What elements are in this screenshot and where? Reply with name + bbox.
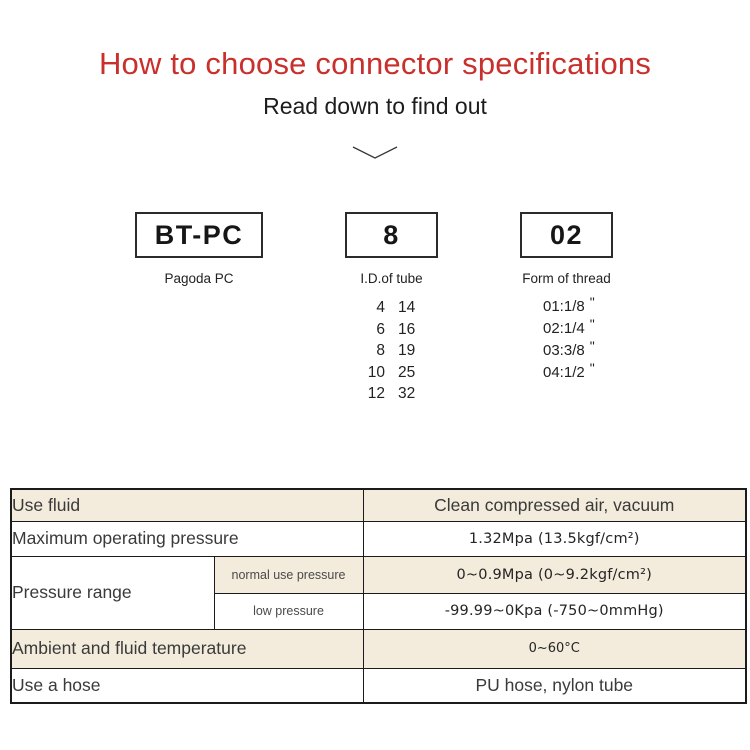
thread-option-label: 01:1/8 <box>543 298 585 315</box>
tube-od-value: 14 <box>398 299 416 316</box>
thread-option <box>543 361 595 383</box>
inch-mark: " <box>589 294 595 310</box>
sub-row-value-cell: 0~0.9Mpa (0~9.2kgf/cm²) <box>363 556 746 593</box>
code-box-tube-id <box>345 212 438 258</box>
table-row <box>11 521 746 556</box>
table-row <box>11 489 746 521</box>
code-box-series <box>135 212 263 258</box>
thread-label: Form of thread <box>522 271 611 286</box>
inch-mark: " <box>589 338 595 354</box>
row-label-cell: Use fluid <box>11 489 363 521</box>
thread-option-label: 02:1/4 <box>543 320 585 337</box>
thread-code: 02 <box>549 219 584 250</box>
tube-size-list <box>345 297 438 405</box>
thread-option-label: 03:3/8 <box>543 342 585 359</box>
row-label-cell: Ambient and fluid temperature <box>11 629 363 668</box>
tube-size-row <box>345 297 438 319</box>
tube-id-value: 6 <box>376 320 385 338</box>
row-value-cell: PU hose, nylon tube <box>363 668 746 703</box>
thread-option-list <box>543 295 595 383</box>
tube-od-value: 32 <box>398 385 416 402</box>
tube-id-value: 8 <box>376 342 385 359</box>
tube-id-label: I.D.of tube <box>360 271 423 286</box>
tube-id-value: 12 <box>367 385 385 402</box>
inch-mark: " <box>589 316 595 332</box>
thread-option <box>543 317 595 339</box>
row-value-cell: 1.32Mpa (13.5kgf/cm²) <box>363 521 746 556</box>
table-row <box>11 668 746 703</box>
series-code: BT-PC <box>154 219 244 250</box>
spec-table <box>10 488 747 704</box>
tube-od-value: 25 <box>398 363 416 381</box>
sub-row-label-cell: normal use pressure <box>214 556 363 593</box>
sub-row-label-cell: low pressure <box>214 593 363 629</box>
tube-size-row <box>345 319 438 341</box>
tube-id-code: 8 <box>383 219 400 250</box>
tube-size-row <box>345 340 438 362</box>
tube-od-value: 16 <box>398 320 416 338</box>
code-box-thread <box>520 212 613 258</box>
tube-size-row <box>345 383 438 405</box>
page-subtitle: Read down to find out <box>263 93 487 119</box>
inch-mark: " <box>589 360 595 376</box>
page-title: How to choose connector specifications <box>98 46 652 81</box>
thread-option <box>543 339 595 361</box>
sub-row-value-cell: -99.99~0Kpa (-750~0mmHg) <box>363 593 746 629</box>
thread-option <box>543 295 595 317</box>
row-label-cell: Maximum operating pressure <box>11 521 363 556</box>
tube-od-value: 19 <box>398 342 416 359</box>
row-value-cell: Clean compressed air, vacuum <box>363 489 746 521</box>
series-label: Pagoda PC <box>164 271 234 286</box>
tube-size-row <box>345 362 438 384</box>
table-row <box>11 556 746 593</box>
chevron-down-icon <box>351 144 399 162</box>
table-row <box>11 629 746 668</box>
row-value-cell: 0~60°C <box>363 629 746 668</box>
row-label-cell: Use a hose <box>11 668 363 703</box>
row-label-cell: Pressure range <box>11 556 214 629</box>
tube-id-value: 10 <box>367 363 385 381</box>
tube-id-value: 4 <box>376 299 385 316</box>
thread-option-label: 04:1/2 <box>543 364 585 381</box>
